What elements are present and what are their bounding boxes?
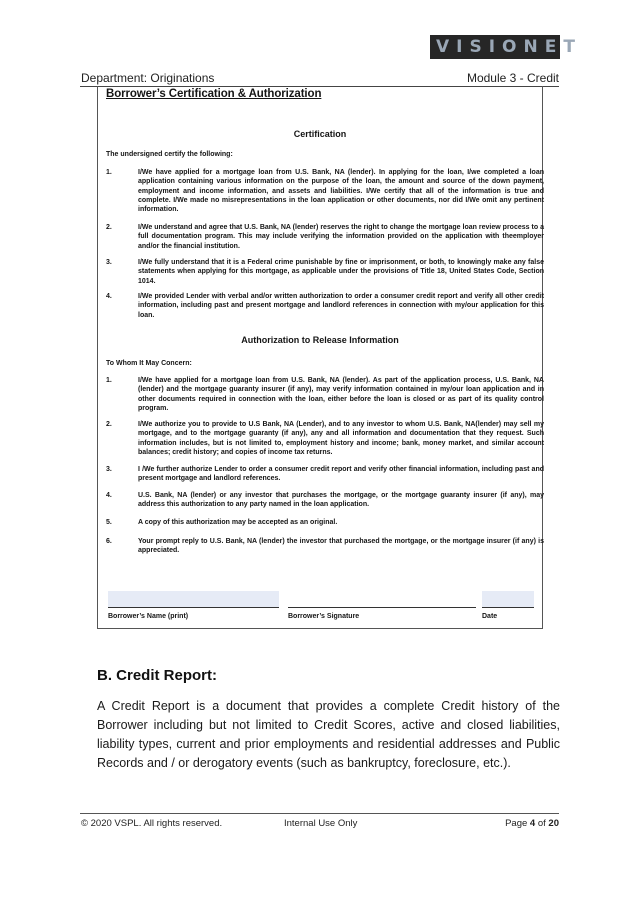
item-number: 1. [106, 377, 112, 384]
authorization-heading: Authorization to Release Information [241, 335, 399, 345]
page-total: 20 [548, 818, 559, 829]
item-text: I/We provided Lender with verbal and/or written authorization to order a consumer credit report and verify all other credit information, including past and present mortgage and landlord references in connection with my/our application for this loan. [138, 293, 544, 319]
form-title: Borrower’s Certification & Authorization [106, 88, 322, 100]
borrower-name-line [108, 607, 279, 608]
borrower-certification-form [97, 86, 543, 629]
credit-report-heading: B. Credit Report: [97, 667, 217, 684]
item-number: 4. [106, 492, 112, 499]
item-number: 2. [106, 421, 112, 428]
item-text: I/We fully understand that it is a Federal crime punishable by fine or imprisonment, or both, to knowingly make any false statements when applying for this mortgage, as applicable under the provisions of Title 18, United States Code, Section 1014. [138, 259, 544, 285]
item-text: A copy of this authorization may be accepted as an original. [138, 519, 338, 526]
copyright-text: © 2020 VSPL. All rights reserved. [81, 818, 223, 829]
page-prefix: Page [505, 818, 530, 829]
authorization-intro: To Whom It May Concern: [106, 360, 192, 367]
page-current: 4 [529, 818, 536, 829]
item-text: I/We have applied for a mortgage loan from U.S. Bank, NA (lender). In applying for the loan, I/we completed a loan application containing various information on the purpose of the loan, the amount and source of the down payment, employment and income information, and assets and liabilities. I/We certify that all of the information is true and complete. I/We made no misrepresentations in the loan application or other documents, nor did I/We omit any pertinent information. [138, 169, 544, 214]
item-text: Your prompt reply to U.S. Bank, NA (lender) the investor that purchased the mortgage, or the mortgage insurer (if any) is appreciated. [138, 538, 544, 555]
item-number: 4. [106, 293, 112, 300]
item-text: I/We have applied for a mortgage loan from U.S. Bank, NA (lender). As part of the application process, U.S. Bank, NA (lender) and the mortgage guaranty insurer (if any), may verify information contained in my/our loan application and in other documents required in connection with the loan, either before the loan is closed or as part of its quality control program. [138, 377, 544, 412]
item-number: 5. [106, 519, 112, 526]
borrower-name-label: Borrower’s Name (print) [108, 613, 189, 620]
page-of: of [535, 818, 549, 829]
borrower-signature-label: Borrower’s Signature [288, 613, 360, 620]
item-number: 6. [106, 538, 112, 545]
date-line [482, 607, 534, 608]
module-label: Module 3 - Credit [466, 71, 559, 85]
item-number: 2. [106, 224, 112, 231]
classification-label: Internal Use Only [284, 818, 358, 829]
department-label: Department: Originations [81, 71, 215, 85]
credit-report-paragraph: A Credit Report is a document that provides a complete Credit history of the Borrower including but not limited to Credit Scores, active and closed liabilities, liability types, current and prior employments and residential addresses and Public Records and / or derogatory events (such as bankruptcy, foreclosure, etc.). [97, 699, 560, 770]
item-number: 3. [106, 259, 112, 266]
certification-heading: Certification [293, 129, 347, 139]
borrower-name-field[interactable] [108, 591, 279, 607]
item-text: U.S. Bank, NA (lender) or any investor that purchases the mortgage, or the mortgage guaranty insurer (if any), may address this authorization to any party named in the loan application. [138, 492, 544, 509]
item-number: 1. [106, 169, 112, 176]
borrower-signature-line[interactable] [288, 607, 476, 608]
company-logo: VISIONET [430, 35, 560, 59]
footer-divider [80, 813, 559, 814]
certification-intro: The undersigned certify the following: [106, 151, 233, 158]
date-label: Date [482, 613, 498, 620]
item-text: I/We authorize you to provide to U.S Bank, NA (Lender), and to any investor to whom U.S. Bank, NA(lender) may sell my mortgage, and to the mortgage guaranty (if any), any and all information and documentation that they request. Such information includes, but is not limited to, employment history and income; bank, money market, and similar account balances; credit history; and copies of income tax returns. [138, 421, 544, 456]
date-field[interactable] [482, 591, 534, 607]
item-text: I /We further authorize Lender to order a consumer credit report and verify other financial information, including past and present mortgage and landlord references. [138, 466, 544, 483]
item-number: 3. [106, 466, 112, 473]
item-text: I/We understand and agree that U.S. Bank, NA (lender) reserves the right to change the mortgage loan review process to a full documentation program. This may include verifying the information provided on the application with theemployer and/or the financial institution. [138, 224, 544, 250]
page-number [505, 818, 559, 829]
